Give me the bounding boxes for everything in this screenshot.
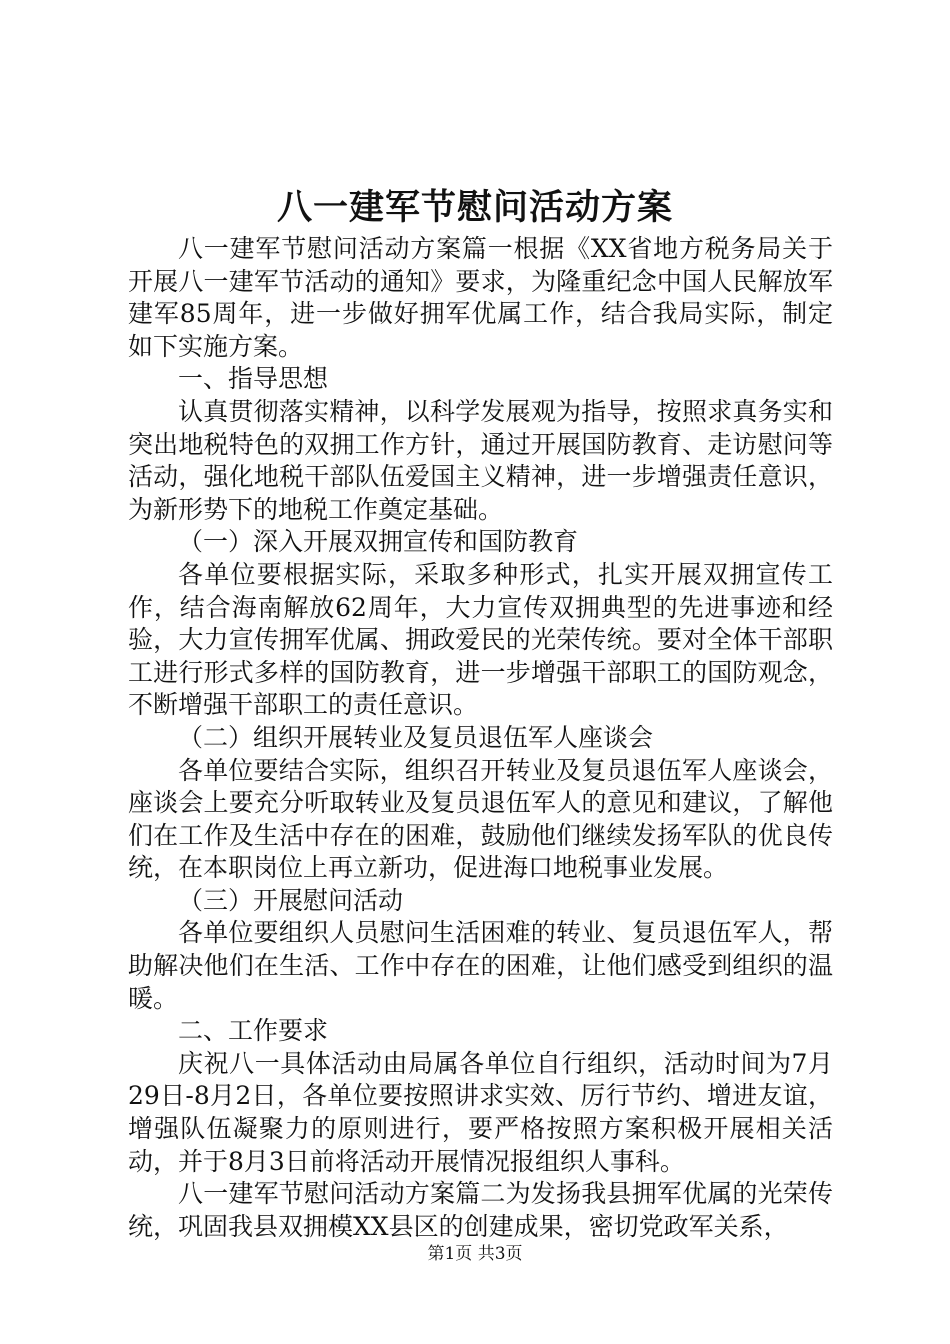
paragraph-requirements: 庆祝八一具体活动由局属各单位自行组织，活动时间为7月29日-8月2日，各单位要按照讲求实效、厉行节约、增进友谊，增强队伍凝聚力的原则进行，要严格按照方案积极开展相关活动，并于8月3日前将活动开展情况报组织人事科。 — [128, 1048, 833, 1176]
page-footer: 第1页 共3页 — [427, 1244, 523, 1264]
paragraph-symposium: 各单位要结合实际，组织召开转业及复员退伍军人座谈会，座谈会上要充分听取转业及复员退伍军人的意见和建议，了解他们在工作及生活中存在的困难，鼓励他们继续发扬军队的优良传统，在本职岗位上再立新功，促进海口地税事业发展。 — [128, 755, 833, 883]
document-body — [128, 233, 833, 1243]
paragraph-guiding-thought: 认真贯彻落实精神，以科学发展观为指导，按照求真务实和突出地税特色的双拥工作方针，通过开展国防教育、走访慰问等活动，强化地税干部队伍爱国主义精神，进一步增强责任意识，为新形势下的地税工作奠定基础。 — [128, 396, 833, 524]
paragraph-intro: 八一建军节慰问活动方案篇一根据《XX省地方税务局关于开展八一建军节活动的通知》要求，为隆重纪念中国人民解放军建军85周年，进一步做好拥军优属工作，结合我局实际，制定如下实施方案。 — [128, 234, 833, 361]
paragraph-plan-two: 八一建军节慰问活动方案篇二为发扬我县拥军优属的光荣传统，巩固我县双拥模XX县区的创建成果，密切党政军关系， — [128, 1179, 833, 1241]
section-heading-guiding-thought: 一、指导思想 — [178, 364, 329, 394]
subsection-heading-visits: （三）开展慰问活动 — [178, 885, 404, 915]
paragraph-publicity: 各单位要根据实际，采取多种形式，扎实开展双拥宣传工作，结合海南解放62周年，大力宣传双拥典型的先进事迹和经验，大力宣传拥军优属、拥政爱民的光荣传统。要对全体干部职工进行形式多样的国防教育，进一步增强干部职工的国防观念，不断增强干部职工的责任意识。 — [128, 559, 833, 720]
subsection-heading-publicity: （一）深入开展双拥宣传和国防教育 — [178, 527, 579, 557]
paragraph-visits: 各单位要组织人员慰问生活困难的转业、复员退伍军人，帮助解决他们在生活、工作中存在的困难，让他们感受到组织的温暖。 — [128, 918, 833, 1013]
document-title: 八一建军节慰问活动方案 — [276, 188, 673, 228]
subsection-heading-symposium: （二）组织开展转业及复员退伍军人座谈会 — [178, 722, 654, 752]
section-heading-requirements: 二、工作要求 — [178, 1016, 329, 1046]
